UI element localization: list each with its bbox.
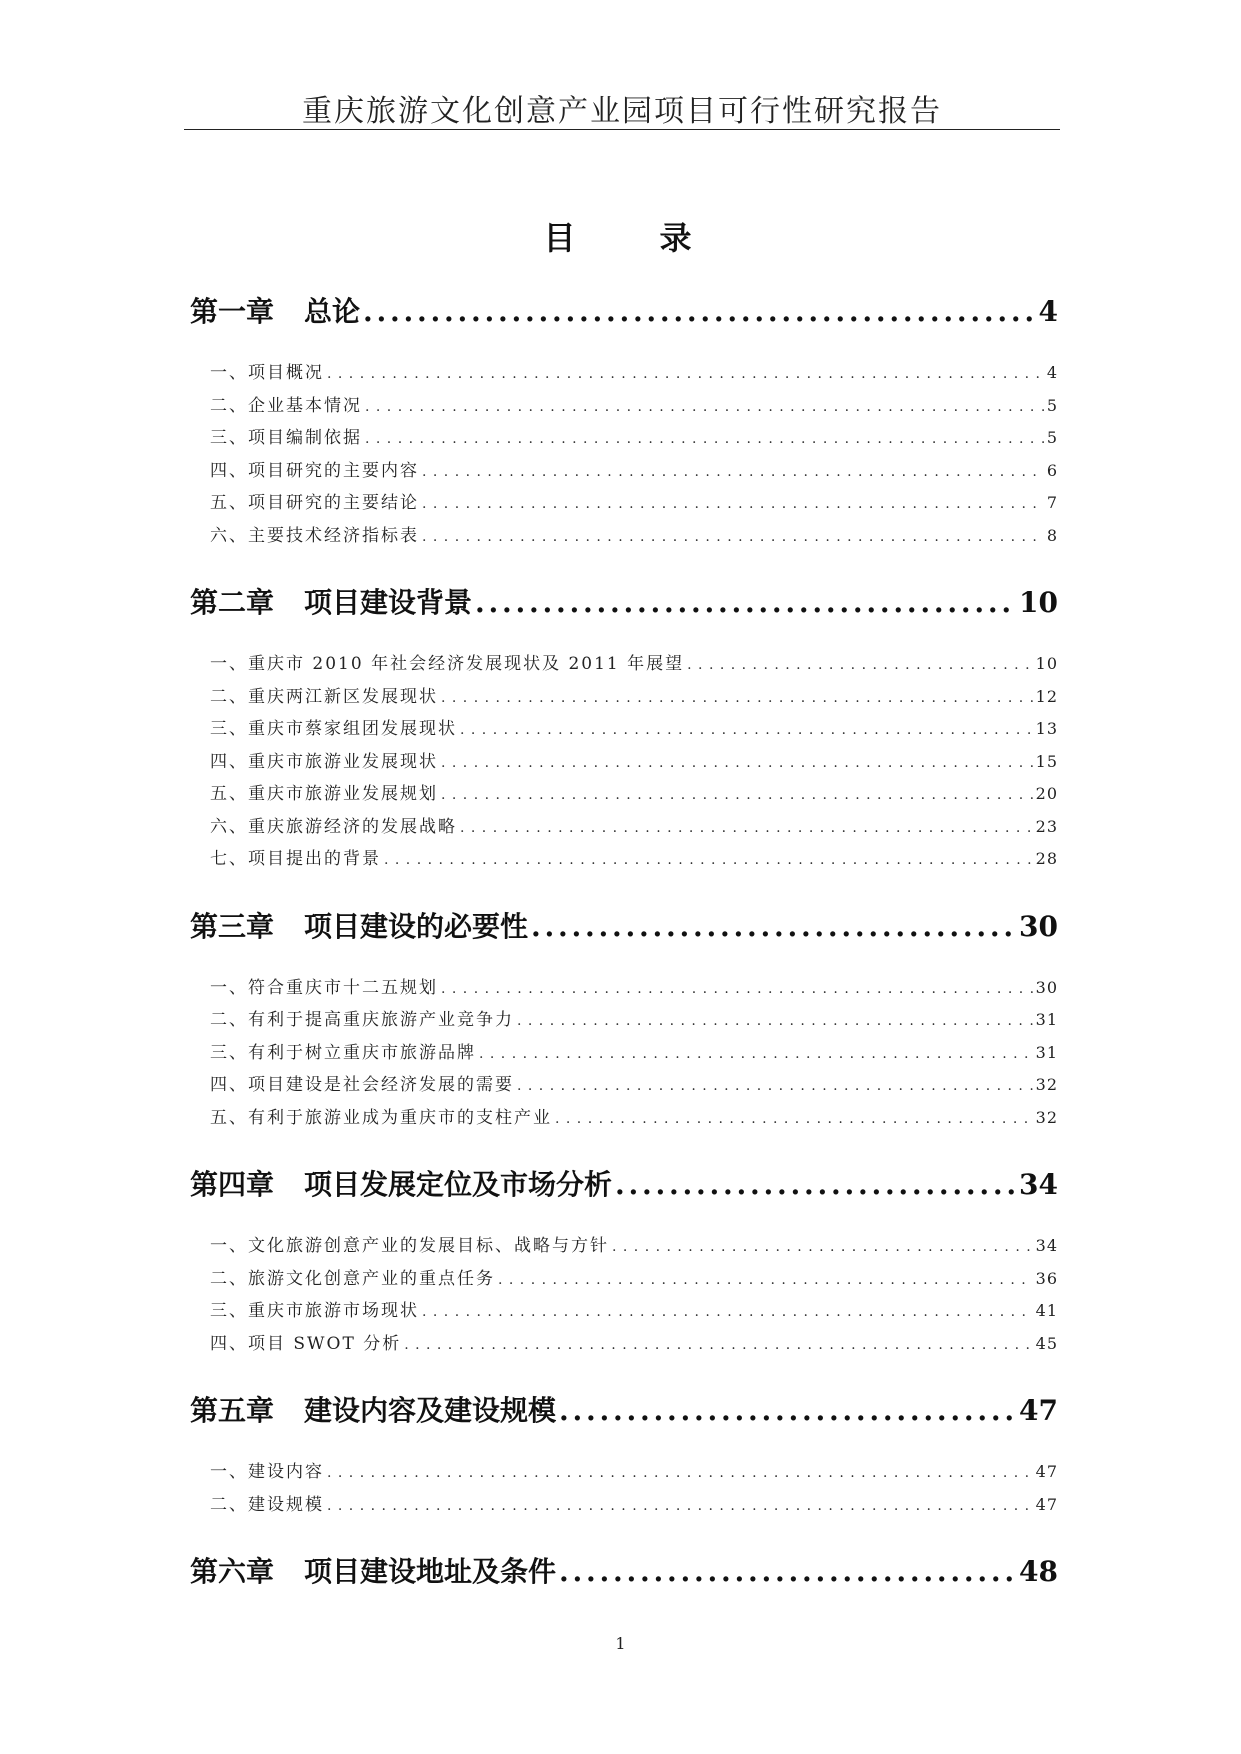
chapter-number: 第四章 (190, 1168, 275, 1201)
section-page-number: 7 (1046, 493, 1058, 512)
section-page-number: 41 (1035, 1301, 1058, 1320)
toc-section-entry[interactable] (190, 1490, 1058, 1523)
chapter-title: 项目建设的必要性 (304, 909, 529, 943)
section-page-number: 10 (1035, 654, 1058, 673)
chapter-page-number: 10 (1019, 586, 1058, 619)
toc-section-entry[interactable] (190, 1103, 1058, 1136)
dot-leader (327, 1498, 1033, 1514)
section-title: 二、旅游文化创意产业的重点任务 (210, 1268, 495, 1289)
chapter-number: 第二章 (190, 586, 275, 619)
section-title: 二、企业基本情况 (210, 395, 362, 416)
toc-chapter-entry[interactable] (190, 290, 1058, 336)
dot-leader (460, 820, 1033, 836)
dot-leader (422, 529, 1044, 545)
dot-leader (475, 586, 1016, 619)
dot-leader (687, 657, 1032, 673)
section-page-number: 47 (1035, 1494, 1058, 1514)
dot-leader (327, 1465, 1033, 1481)
section-title: 二、重庆两江新区发展现状 (210, 686, 438, 707)
chapter-title: 总论 (304, 295, 361, 328)
dot-leader (404, 1337, 1032, 1353)
section-page-number: 47 (1035, 1462, 1058, 1481)
dot-leader (365, 399, 1044, 415)
section-title: 五、有利于旅游业成为重庆市的支柱产业 (210, 1107, 552, 1128)
section-title: 一、建设内容 (210, 1462, 324, 1482)
chapter-page-number: 47 (1019, 1394, 1058, 1427)
toc-section-entry[interactable] (190, 1296, 1058, 1329)
chapter-number: 第一章 (190, 295, 275, 328)
toc-section-entry[interactable] (190, 1231, 1058, 1264)
dot-leader (363, 295, 1036, 328)
chapter-page-number: 4 (1038, 295, 1058, 328)
section-page-number: 32 (1035, 1075, 1058, 1094)
section-title: 四、项目 SWOT 分析 (210, 1333, 402, 1354)
chapter-number: 第五章 (190, 1394, 275, 1427)
section-spacer (190, 1435, 1058, 1457)
section-title: 一、重庆市 2010 年社会经济发展现状及 2011 年展望 (210, 654, 685, 674)
dot-leader (365, 431, 1044, 447)
chapter-title: 项目建设地址及条件 (304, 1555, 557, 1588)
section-title: 三、重庆市蔡家组团发展现状 (210, 719, 457, 739)
section-page-number: 31 (1035, 1042, 1058, 1062)
section-page-number: 4 (1046, 363, 1058, 382)
dot-leader (531, 910, 1016, 943)
dot-leader (384, 852, 1033, 868)
section-title: 六、重庆旅游经济的发展战略 (210, 816, 457, 837)
toc-section-entry[interactable] (190, 1329, 1058, 1362)
section-page-number: 12 (1035, 686, 1058, 706)
toc-chapter-entry[interactable] (190, 1389, 1058, 1435)
dot-leader (422, 1304, 1033, 1320)
header-rule (184, 129, 1060, 130)
section-spacer (190, 1209, 1058, 1231)
toc-section-entry[interactable] (190, 1457, 1058, 1490)
section-title: 五、项目研究的主要结论 (210, 493, 419, 513)
section-title: 一、符合重庆市十二五规划 (210, 977, 438, 998)
toc-section-entry[interactable] (190, 1005, 1058, 1038)
section-title: 三、项目编制依据 (210, 428, 362, 448)
page-number: 1 (615, 1634, 626, 1653)
page-header-title: 重庆旅游文化创意产业园项目可行性研究报告 (302, 94, 942, 129)
chapter-number: 第三章 (190, 909, 275, 943)
dot-leader (327, 366, 1044, 382)
chapter-page-number: 30 (1019, 909, 1058, 943)
section-title: 五、重庆市旅游业发展规划 (210, 784, 438, 804)
section-page-number: 5 (1046, 428, 1058, 447)
chapter-spacer (190, 553, 1058, 581)
dot-leader (615, 1168, 1016, 1201)
section-title: 三、重庆市旅游市场现状 (210, 1301, 419, 1321)
section-page-number: 20 (1035, 784, 1058, 803)
section-title: 三、有利于树立重庆市旅游品牌 (210, 1042, 476, 1063)
section-title: 四、重庆市旅游业发展现状 (210, 751, 438, 772)
toc-section-entry[interactable] (190, 844, 1058, 877)
dot-leader (498, 1272, 1033, 1288)
toc-title: 目 录 (543, 219, 718, 257)
toc-section-entry[interactable] (190, 1038, 1058, 1071)
section-title: 一、项目概况 (210, 363, 324, 383)
chapter-spacer (190, 1135, 1058, 1163)
section-spacer (190, 336, 1058, 358)
chapter-page-number: 34 (1019, 1168, 1058, 1201)
toc-section-entry[interactable] (190, 456, 1058, 489)
section-page-number: 23 (1035, 816, 1058, 836)
chapter-title: 建设内容及建设规模 (304, 1394, 557, 1427)
section-title: 四、项目建设是社会经济发展的需要 (210, 1075, 514, 1095)
dot-leader (479, 1046, 1033, 1062)
dot-leader (559, 1394, 1016, 1427)
toc-section-entry[interactable] (190, 812, 1058, 845)
dot-leader (460, 722, 1033, 738)
dot-leader (517, 1013, 1033, 1029)
toc-section-entry[interactable] (190, 973, 1058, 1006)
dot-leader (555, 1111, 1033, 1127)
toc-chapter-entry[interactable] (190, 581, 1058, 627)
chapter-page-number: 48 (1019, 1555, 1058, 1588)
chapter-spacer (190, 1522, 1058, 1550)
table-of-contents (190, 290, 1058, 1596)
section-page-number: 36 (1035, 1268, 1058, 1288)
chapter-spacer (190, 1361, 1058, 1389)
chapter-title: 项目建设背景 (304, 586, 473, 619)
toc-section-entry[interactable] (190, 747, 1058, 780)
toc-section-entry[interactable] (190, 1264, 1058, 1297)
dot-leader (441, 690, 1033, 706)
section-page-number: 6 (1046, 460, 1058, 480)
section-spacer (190, 627, 1058, 649)
section-page-number: 28 (1035, 849, 1058, 868)
section-title: 一、文化旅游创意产业的发展目标、战略与方针 (210, 1236, 609, 1256)
toc-section-entry[interactable] (190, 1070, 1058, 1103)
toc-section-entry[interactable] (190, 649, 1058, 682)
toc-section-entry[interactable] (190, 423, 1058, 456)
dot-leader (422, 496, 1044, 512)
section-title: 七、项目提出的背景 (210, 849, 381, 869)
section-page-number: 32 (1035, 1107, 1058, 1127)
section-title: 四、项目研究的主要内容 (210, 460, 419, 481)
dot-leader (441, 981, 1033, 997)
section-title: 二、有利于提高重庆旅游产业竞争力 (210, 1010, 514, 1030)
section-page-number: 30 (1035, 977, 1058, 997)
section-page-number: 31 (1035, 1010, 1058, 1029)
toc-chapter-entry[interactable] (190, 1163, 1058, 1209)
chapter-spacer (190, 877, 1058, 905)
toc-section-entry[interactable] (190, 714, 1058, 747)
toc-section-entry[interactable] (190, 391, 1058, 424)
dot-leader (441, 787, 1033, 803)
chapter-number: 第六章 (190, 1555, 275, 1588)
section-page-number: 34 (1035, 1236, 1058, 1255)
chapter-title: 项目发展定位及市场分析 (304, 1168, 613, 1201)
dot-leader (559, 1555, 1016, 1588)
dot-leader (422, 464, 1044, 480)
section-page-number: 13 (1035, 719, 1058, 738)
toc-chapter-entry[interactable] (190, 905, 1058, 951)
toc-section-entry[interactable] (190, 682, 1058, 715)
dot-leader (441, 755, 1033, 771)
section-page-number: 45 (1035, 1333, 1058, 1353)
section-page-number: 15 (1035, 751, 1058, 771)
section-page-number: 5 (1046, 395, 1058, 415)
toc-section-entry[interactable] (190, 358, 1058, 391)
toc-section-entry[interactable] (190, 488, 1058, 521)
section-spacer (190, 951, 1058, 973)
section-page-number: 8 (1046, 525, 1058, 545)
dot-leader (612, 1239, 1033, 1255)
section-title: 二、建设规模 (210, 1494, 324, 1515)
toc-section-entry[interactable] (190, 779, 1058, 812)
section-title: 六、主要技术经济指标表 (210, 525, 419, 546)
dot-leader (517, 1078, 1033, 1094)
toc-chapter-entry[interactable] (190, 1550, 1058, 1596)
toc-section-entry[interactable] (190, 521, 1058, 554)
